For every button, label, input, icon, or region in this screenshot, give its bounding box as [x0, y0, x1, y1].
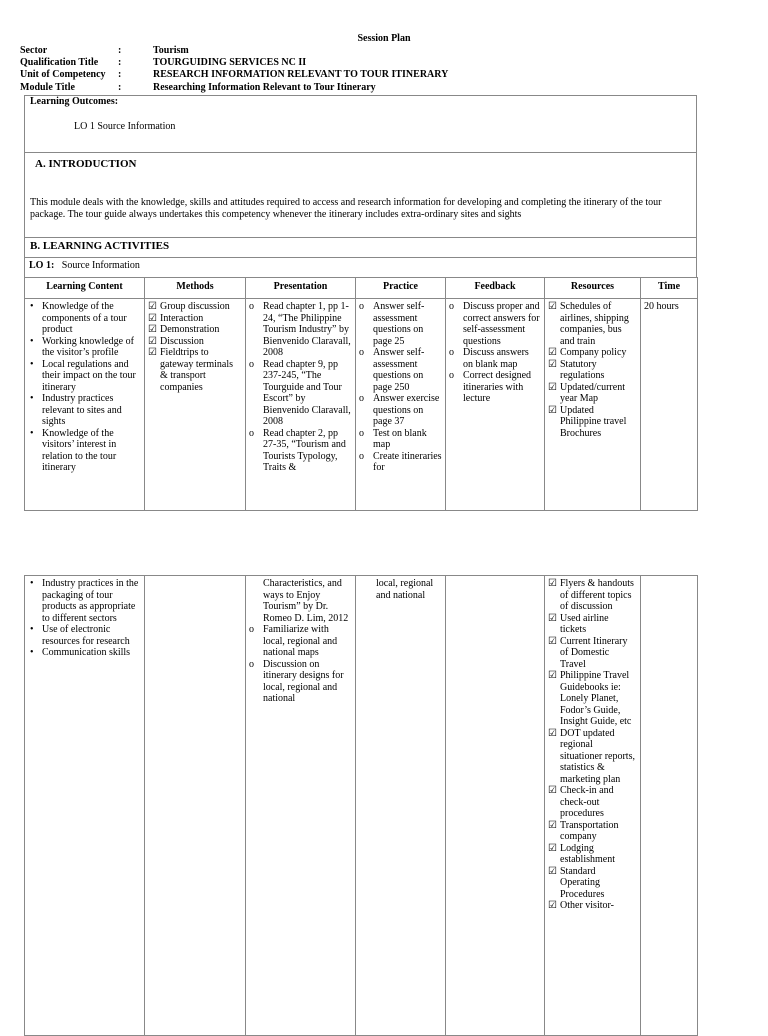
learning-activities-box [24, 238, 697, 258]
time-cell [641, 576, 698, 1036]
list-item: ☑ Statutory regulations [548, 358, 605, 381]
introduction-text: This module deals with the knowledge, skills and attitudes required to access and research information for developing and completing the itinerary of the tour package. The tour guide always undertakes this competency whenever the itinerary includes extra-ordinary sites and sights [30, 197, 662, 220]
practice-cell [356, 299, 446, 511]
list-item: ☑ Fieldtrips to gateway terminals & transport companies [148, 347, 234, 393]
column-header: Time [641, 278, 698, 299]
checkbox-icon: ☑ [148, 335, 157, 347]
list-item: ☑ Flyers & handouts of different topics of discussion [548, 578, 634, 612]
list-item: • Use of electronic resources for research [30, 624, 130, 647]
checkbox-icon: ☑ [548, 865, 557, 877]
list-item: ☑ Check-in and check-out procedures [548, 785, 614, 819]
list-item: • Knowledge of the components of a tour product [30, 301, 127, 335]
list-item: ☑ Standard Operating Procedures [548, 865, 605, 900]
lo1-row [24, 258, 697, 278]
lo1-row-label: LO 1: [29, 260, 55, 271]
practice-cell: local, regional and national [356, 576, 446, 1036]
list-item: o Correct designed itineraries with lecture [449, 370, 532, 404]
lo1-text: LO 1 Source Information [74, 121, 176, 132]
list-item: • Local regulations and their impact on the tour itinerary [30, 358, 136, 393]
lo1-row-text: Source Information [61, 260, 140, 271]
list-item: o Discussion on itinerary designs for local, regional and national [249, 658, 344, 704]
list-item: ☑ Schedules of airlines, shipping companies, bus and train [548, 301, 629, 347]
list-item: o Read chapter 9, pp 237-245, “The Tourguide and Tour Escort” by Bienvenido Claravall, 2008 [249, 358, 351, 427]
list-item: o Test on blank map [359, 427, 427, 450]
list-item: ☑ Current Itinerary of Domestic Travel [548, 635, 628, 670]
list-item: ☑ Interaction [148, 312, 204, 324]
list-item: ☑ Discussion [148, 335, 204, 347]
list-item: ☑ Transportation company [548, 819, 619, 842]
introduction-box [24, 153, 697, 238]
checkbox-icon: ☑ [548, 381, 557, 393]
document-title: Session Plan [357, 33, 411, 44]
checkbox-icon: ☑ [148, 301, 157, 312]
methods-cell [145, 576, 246, 1036]
list-item: o Familiarize with local, regional and national maps [249, 624, 338, 658]
list-item: o Discuss proper and correct answers for self-assessment questions [449, 301, 540, 347]
list-item: o Discuss answers on blank map [449, 347, 529, 370]
feedback-cell [446, 576, 545, 1036]
time-cell: 20 hours [641, 299, 698, 511]
checkbox-icon: ☑ [548, 358, 557, 370]
checkbox-icon: ☑ [548, 612, 557, 624]
checkbox-icon: ☑ [548, 900, 557, 911]
presentation-cell: Characteristics, and ways to Enjoy Tourism” by Dr. Romeo D. Lim, 2012 o Familiarize with local, regional and national maps o Discussion on itinerary designs for local, regional and national [246, 576, 356, 1036]
column-header: Practice [356, 278, 446, 299]
list-item: ☑ Other visitor- [548, 900, 614, 911]
table-row [25, 299, 698, 511]
list-item: ☑ Philippine Travel Guidebooks ie: Lonely Planet, Fodor’s Guide, Insight Guide, etc [548, 670, 632, 727]
list-item: • Working knowledge of the visitor’s profile [30, 335, 134, 358]
checkbox-icon: ☑ [548, 819, 557, 831]
activities-table-continued [24, 575, 698, 1036]
table-header-row [25, 278, 698, 299]
session-plan-page: Session Plan Sector : Tourism Qualification Title : TOURGUIDING SERVICES NC II Unit of Competency : RESEARCH INFORMATION RELEVANT TO TOUR ITINERARY Module Title : Researching Information Relevant to Tour Itinerary Learning Outcomes: LO 1 Source Information A. INTRODUCTION This module deals with the knowledge, skills and attitudes required to access and research information for developing and completing the itinerary of the tour package. The tour guide always undertakes this competency whenever the itinerary includes extra-ordinary sites and sights B. LEARNING ACTIVITIES LO 1: Source Information Learning Content Methods Presentation Practice Feedback Resources Time • Knowledge of the components of a tour product • Working knowledge of the visitor’s profile • Local regulations and their impact on the tour itinerary • Industry practices relevant to sites and sights • Knowledge of the visitors’ interest in relation to the tour itinerary ☑ Group discussion ☑ Interaction ☑ Demonstration ☑ Discussion ☑ Fieldtrips to gateway terminals & transport companies o Read chapter 1, pp 1-24, “The Philippine Tourism Industry” by Bienvenido Claravall, 2008 o Read chapter 9, pp 237-245, “The Tourguide and Tour Escort” by Bienvenido Claravall, 2008 o Read chapter 2, pp 27-35, “Tourism and Tourists Typology, Traits & o Answer self-assessment questions on page 25 o Answer self-assessment questions on page 250 o Answer exercise questions on page 37 o Test on blank map o Create itineraries for o Discuss proper and correct answers for self-assessment questions o Discuss answers on blank map o Correct designed itineraries with lecture ☑ Schedules of airlines, shipping companies, bus and train ☑ Company policy ☑ Statutory regulations ☑ Updated/current year Map ☑ Updated Philippine travel Brochures 20 hours • Industry practices in the packaging of tour products as appropriate to different sectors • Use of electronic resources for research • Communication skills Characteristics, and ways to Enjoy Tourism” by Dr. Romeo D. Lim, 2012 o Familiarize with local, regional and national maps o Discussion on itinerary designs for local, regional and national local, regional and national ☑ Flyers & handouts of different topics of discussion ☑ Used airline tickets ☑ Current Itinerary of Domestic Travel ☑ Philippine Travel Guidebooks ie: Lonely Planet, Fodor’s Guide, Insight Guide, etc ☑ DOT updated regional situationer reports, statistics & marketing plan ☑ Check-in and check-out procedures ☑ Transportation company ☑ Lodging establishment ☑ Standard Operating Procedures ☑ Other visitor- [0, 0, 768, 1024]
list-item: ☑ Updated Philippine travel Brochures [548, 404, 627, 439]
list-item: ☑ Group discussion [148, 301, 230, 312]
list-item: ☑ DOT updated regional situationer reports, statistics & marketing plan [548, 727, 635, 785]
learning-outcomes-label: Learning Outcomes: [30, 96, 119, 107]
learning-content-cell [25, 299, 145, 511]
list-item: o Answer exercise questions on page 37 [359, 393, 440, 427]
learning-activities-heading: B. LEARNING ACTIVITIES [30, 240, 170, 252]
list-item: ☑ Lodging establishment [548, 842, 615, 865]
column-header: Presentation [246, 278, 356, 299]
methods-cell [145, 299, 246, 511]
table-row [25, 576, 698, 1036]
presentation-cell [246, 299, 356, 511]
list-item: o Answer self-assessment questions on page 250 [359, 347, 425, 393]
column-header: Learning Content [25, 278, 145, 299]
checkbox-icon: ☑ [548, 785, 557, 796]
checkbox-icon: ☑ [148, 312, 157, 324]
list-item: • Industry practices in the packaging of tour products as appropriate to different sectors [30, 578, 139, 624]
checkbox-icon: ☑ [548, 670, 557, 681]
checkbox-icon: ☑ [548, 347, 557, 358]
checkbox-icon: ☑ [548, 578, 557, 589]
checkbox-icon: ☑ [548, 727, 557, 739]
checkbox-icon: ☑ [548, 404, 557, 416]
list-item: o Read chapter 1, pp 1-24, “The Philippine Tourism Industry” by Bienvenido Claravall, 2008 [249, 301, 351, 358]
list-item: • Communication skills [30, 647, 131, 658]
learning-content-cell [25, 576, 145, 1036]
resources-cell [545, 299, 641, 511]
activities-table [24, 277, 698, 511]
list-item: o Answer self-assessment questions on page 25 [359, 301, 425, 347]
list-item: • Industry practices relevant to sites and sights [30, 393, 122, 427]
checkbox-icon: ☑ [148, 324, 157, 335]
list-item: ☑ Company policy [548, 347, 627, 358]
list-item: • Knowledge of the visitors’ interest in relation to the tour itinerary [30, 427, 117, 473]
checkbox-icon: ☑ [548, 301, 557, 312]
resources-cell [545, 576, 641, 1036]
feedback-cell [446, 299, 545, 511]
checkbox-icon: ☑ [148, 347, 157, 358]
column-header: Methods [145, 278, 246, 299]
list-item: ☑ Updated/current year Map [548, 381, 625, 404]
column-header: Resources [545, 278, 641, 299]
list-item: ☑ Used airline tickets [548, 612, 609, 635]
list-item: o Create itineraries for [359, 450, 442, 473]
checkbox-icon: ☑ [548, 842, 557, 854]
introduction-heading: A. INTRODUCTION [35, 158, 137, 170]
learning-outcomes-box [24, 95, 697, 153]
column-header: Feedback [446, 278, 545, 299]
list-item: ☑ Demonstration [148, 324, 220, 335]
checkbox-icon: ☑ [548, 635, 557, 647]
list-item: o Read chapter 2, pp 27-35, “Tourism and Tourists Typology, Traits & [249, 427, 346, 473]
